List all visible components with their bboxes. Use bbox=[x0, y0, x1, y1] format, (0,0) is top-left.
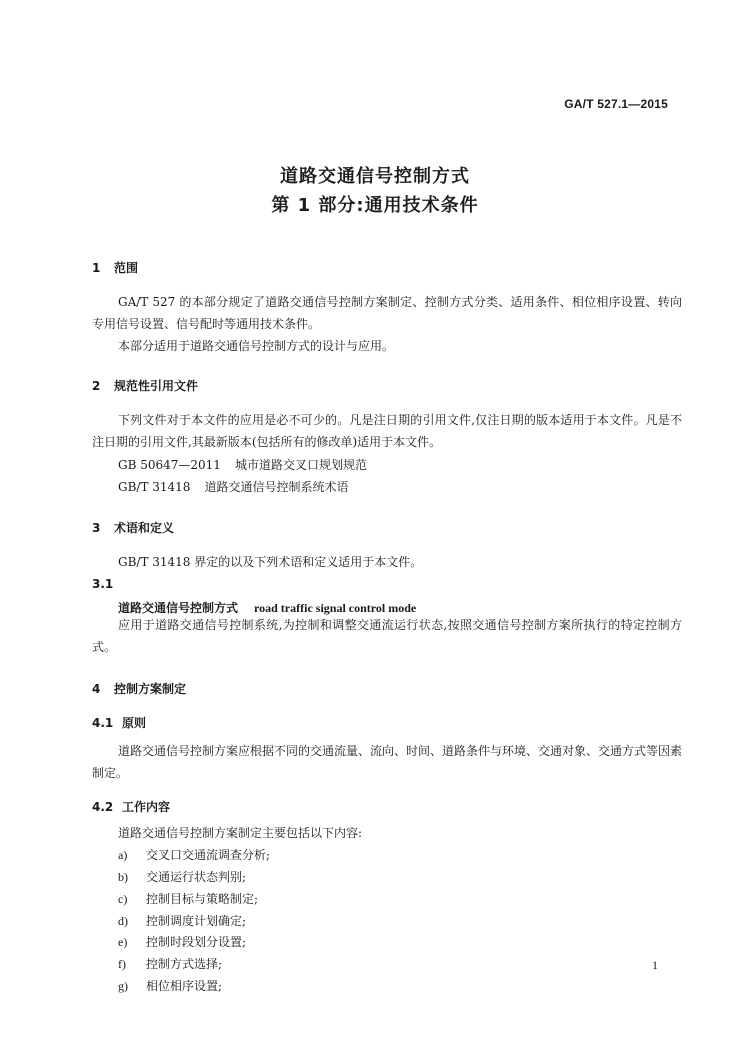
standard-code: GA/T 527.1—2015 bbox=[564, 97, 668, 111]
section-4-heading bbox=[92, 680, 186, 697]
list-text: 控制调度计划确定; bbox=[146, 914, 247, 928]
section-number: 4 bbox=[92, 682, 101, 696]
list-label: e) bbox=[118, 935, 128, 949]
term-definition: 应用于道路交通信号控制系统,为控制和调整交通流运行状态,按照交通信号控制方案所执行的特定控制方式。 bbox=[92, 618, 682, 654]
section-number: 4.2 bbox=[92, 800, 114, 814]
section-4-2-intro: 道路交通信号控制方案制定主要包括以下内容: bbox=[118, 826, 363, 840]
list-text: 控制方式选择; bbox=[146, 957, 223, 971]
section-1-paragraph-1: GA/T 527 的本部分规定了道路交通信号控制方案制定、控制方式分类、适用条件、相位相序设置、转向专用信号设置、信号配时等通用技术条件。 bbox=[92, 295, 682, 331]
page-number: 1 bbox=[652, 958, 658, 972]
section-2-heading bbox=[92, 377, 198, 394]
term-chinese: 道路交通信号控制方式 bbox=[118, 601, 239, 615]
section-4-2-heading bbox=[92, 798, 170, 815]
section-number: 3 bbox=[92, 521, 101, 535]
list-item bbox=[118, 868, 246, 885]
reference-title: 道路交通信号控制系统术语 bbox=[204, 480, 349, 494]
section-3-paragraph-1: GB/T 31418 界定的以及下列术语和定义适用于本文件。 bbox=[118, 555, 423, 569]
section-2-paragraph-1: 下列文件对于本文件的应用是必不可少的。凡是注日期的引用文件,仅注日期的版本适用于本文件。凡是不注日期的引用文件,其最新版本(包括所有的修改单)适用于本文件。 bbox=[92, 413, 682, 449]
section-1-paragraph-2: 本部分适用于道路交通信号控制方式的设计与应用。 bbox=[118, 339, 395, 353]
list-label: a) bbox=[118, 848, 128, 862]
list-item bbox=[118, 890, 258, 907]
section-number: 4.1 bbox=[92, 716, 114, 730]
section-title: 工作内容 bbox=[122, 800, 171, 814]
section-title: 范围 bbox=[114, 261, 139, 275]
document-subtitle: 第 1 部分:通用技术条件 bbox=[271, 195, 479, 216]
list-item bbox=[118, 955, 222, 972]
section-title: 控制方案制定 bbox=[114, 682, 187, 696]
reference-item bbox=[118, 478, 348, 495]
section-number: 1 bbox=[92, 261, 101, 275]
list-label: c) bbox=[118, 892, 128, 906]
list-item bbox=[118, 933, 246, 950]
list-label: d) bbox=[118, 914, 128, 928]
list-text: 交叉口交通流调查分析; bbox=[146, 848, 271, 862]
list-label: f) bbox=[118, 957, 126, 971]
list-label: g) bbox=[118, 979, 128, 993]
section-title: 术语和定义 bbox=[114, 521, 175, 535]
reference-item bbox=[118, 456, 367, 473]
list-text: 控制时段划分设置; bbox=[146, 935, 247, 949]
section-number: 2 bbox=[92, 379, 101, 393]
list-item bbox=[118, 912, 246, 929]
list-text: 相位相序设置; bbox=[146, 979, 223, 993]
document-title: 道路交通信号控制方式 bbox=[280, 166, 470, 187]
section-4-1-heading bbox=[92, 714, 146, 731]
subsection-3-1-number: 3.1 bbox=[92, 577, 114, 591]
reference-code: GB 50647—2011 bbox=[118, 458, 221, 472]
list-item bbox=[118, 977, 222, 994]
list-text: 控制目标与策略制定; bbox=[146, 892, 259, 906]
section-title: 规范性引用文件 bbox=[114, 379, 199, 393]
reference-code: GB/T 31418 bbox=[118, 480, 191, 494]
list-text: 交通运行状态判别; bbox=[146, 870, 247, 884]
section-1-heading bbox=[92, 259, 138, 276]
term-english: road traffic signal control mode bbox=[254, 601, 417, 615]
reference-title: 城市道路交叉口规划规范 bbox=[234, 458, 367, 472]
list-item bbox=[118, 846, 270, 863]
section-3-heading bbox=[92, 519, 174, 536]
section-4-1-paragraph: 道路交通信号控制方案应根据不同的交通流量、流向、时间、道路条件与环境、交通对象、交通方式等因素制定。 bbox=[92, 744, 683, 780]
section-title: 原则 bbox=[122, 716, 147, 730]
list-label: b) bbox=[118, 870, 128, 884]
